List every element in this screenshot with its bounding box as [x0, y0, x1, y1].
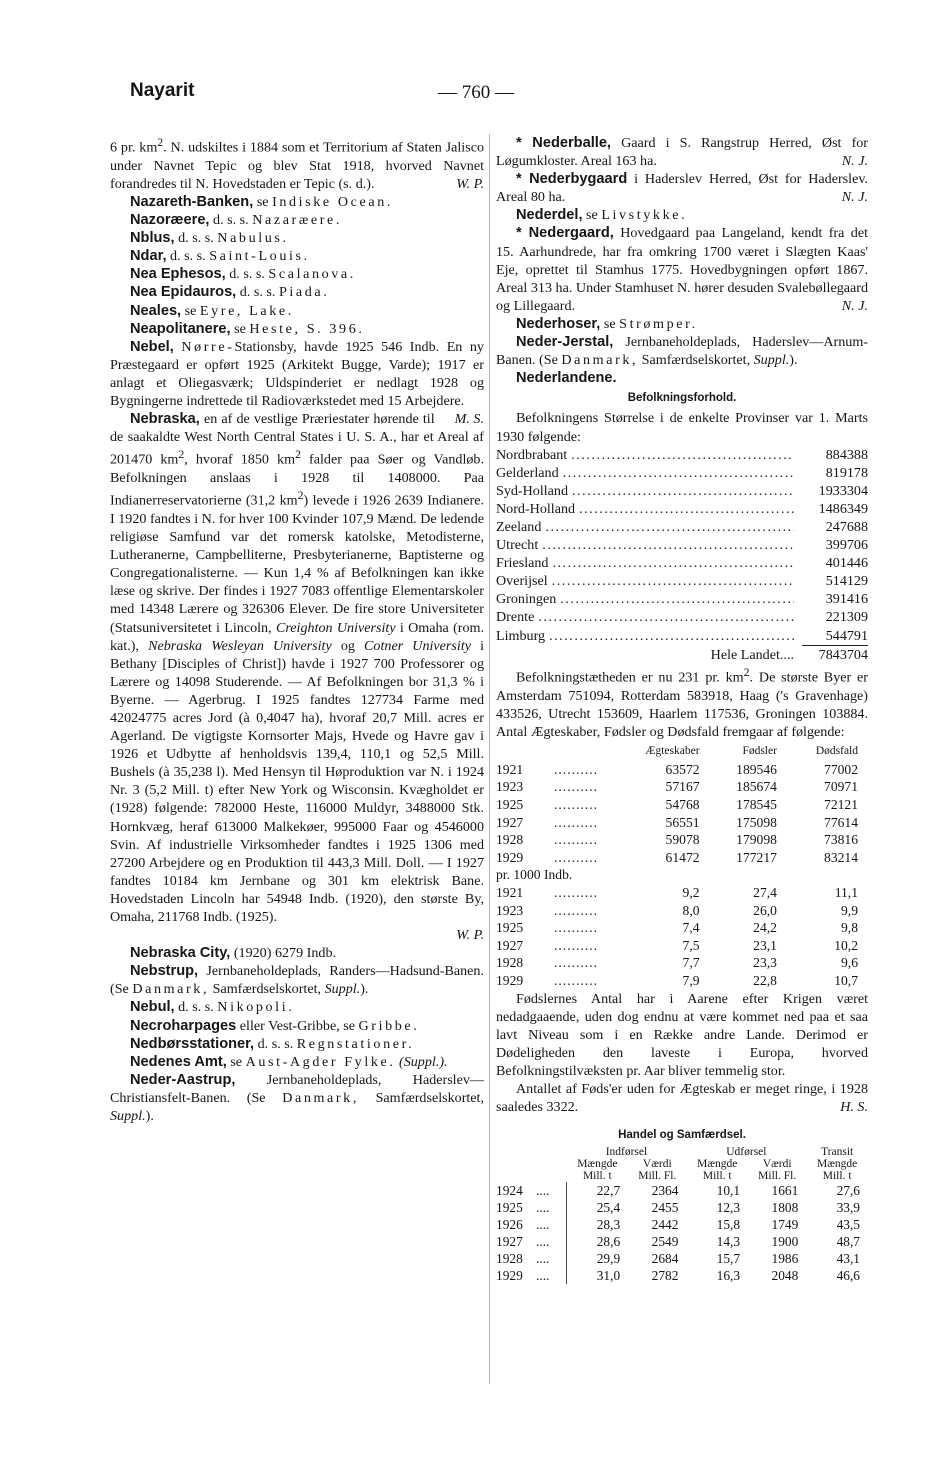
entry-nederdel: Nederdel, se Livstykke. [516, 207, 688, 224]
entry-nedborsstationer: Nedbørsstationer, d. s. s. Regnstationer. [130, 1035, 415, 1052]
province-name: Zeeland [496, 518, 542, 535]
births-paragraph: Fødslernes Antal har i Aarene efter Krigen været nedadgaaende, uden dog endnu at være kommet ned paa et saa lavt Niveau som i en Række andre Lande. Derimod er Dødeligheden den laveste i Europa, hvorved Befolkningstilvæksten pr. Aar bliver temmelig stor. [496, 990, 868, 1079]
table-row: 1921 .......... 63572 189546 77002 [496, 761, 858, 777]
province-name: Overijsel [496, 573, 548, 590]
province-row [496, 554, 868, 572]
entry-nea-ephesos: Nea Ephesos, d. s. s. Scalanova. [130, 266, 356, 283]
province-population: 819178 [825, 464, 868, 481]
table-row: 1928 .... 29,9 2684 15,7 1986 43,1 [496, 1251, 860, 1267]
entry-ndar: Ndar, d. s. s. Saint-Louis. [130, 248, 310, 265]
province-population: 391416 [825, 591, 868, 608]
entry-neales: Neales, se Eyre, Lake. [130, 302, 294, 319]
province-row [496, 608, 868, 626]
leader-dots [560, 590, 794, 608]
province-row [496, 500, 868, 518]
table-row: 1928 .......... 59078 179098 73816 [496, 832, 858, 848]
province-population: 884388 [825, 446, 868, 463]
province-name: Gelderland [496, 464, 559, 481]
province-row [496, 518, 868, 536]
vital-statistics-table [496, 741, 868, 990]
province-population: 544791 [825, 627, 868, 644]
province-population: 514129 [825, 573, 868, 590]
province-name: Friesland [496, 555, 549, 572]
leader-dots [571, 446, 794, 464]
entry-nebraska: Nebraska, en af de vestlige Præriestater hørende til de saakaldte West North Central States i U. S. A., har et Areal af 201470 $km^2$, hvoraf 1850 $km^2$ falder paa Søer og Vandløb. Befolkningen anslaas i 1928 til 1408000. Paa Indianerreservatorierne (31,2 $km^2$) levede i 1926 2639 Indianere. I 1920 fandtes i N. for hver 100 Kvinder 107,9 Mænd. De ledende religiøse Samfund var det romersk katolske, Metodisterne, Lutheranerne, Campbelliterne, Presbyterianerne, Baptisterne og Congregationalisterne. — Kun 1,4 % af Befolkningen kan ikke læse og skrive. Der findes i 1927 7083 offentlige Elementarskoler med 14348 Lærere og 326306 Elever. De fire store Universiteter (Statsuniversitetet i Lincoln, Creighton University i Omaha (rom. kat.), Nebraska Wesleyan University og Cotner University i Bethany [Disciples of Christ]) havde i 1927 700 Professorer og Lærere og 14098 Studerende. — Af Befolkningen bor 31,3 % i Byerne. — Agerbrug. I 1925 fandtes 127734 Farme med 42024775 acres Jord (à 0,4047 ha), hvoraf 20,7 Mill. acres er Agerland. De vigtigste Kornsorter Majs, Hvede og Havre gav i 1926 et Udbytte af henholdsvis 139,4, 110,1 og 52,5 Mill. Bushels (à 35,238 l). Med Hensyn til Høproduktion var N. i 1924 Nr. 3 (5,2 Mill. t) efter New York og Wisconsin. Kvægholdet er (1928) følgende: 782000 Heste, 116000 Muldyr, 3488000 Stk. Hornkvæg, heraf 613000 Malkekøer, 995000 Faar og 4546000 Svin. Af industrielle Virksomheder fandtes i 1925 1306 med 27200 Arbejdere og en Produktion til 443,3 Mill. Doll. — I 1927 fandtes 10184 km Jernbane og 301 km elektrisk Bane. Hovedstaden Lincoln har 54948 Indb. (1920), den største By, Omaha, 211768 Indb. (1925). [110, 411, 485, 925]
entry-nederbygaard: * Nederbygaard i Haderslev Herred, Øst for Haderslev. Areal 80 ha. N. J. [496, 171, 868, 206]
table-row: 1929 .... 31,0 2782 16,3 2048 46,6 [496, 1268, 860, 1284]
section-heading-population: Befolkningsforhold. [627, 392, 737, 405]
leader-dots [563, 464, 794, 482]
entry-neder-jerstal: Neder-Jerstal, Jernbaneholdeplads, Haderslev—Arnum-Banen. (Se Danmark, Samfærdselskortet, Suppl.). [496, 334, 868, 369]
table-row: 1929 .......... 61472 177217 83214 [496, 849, 858, 865]
table-row: 1929 .......... 7,9 22,8 10,7 [496, 973, 858, 988]
page-number: — 760 — [438, 82, 514, 103]
right-column [496, 134, 868, 1284]
signature: M. S. [454, 411, 484, 428]
leader-dots [545, 518, 794, 536]
province-row [496, 536, 868, 554]
table-row: 1927 .... 28,6 2549 14,3 1900 48,7 [496, 1234, 860, 1250]
entry-nebraska-city: Nebraska City, (1920) 6279 Indb. [130, 945, 337, 962]
column-divider [489, 134, 490, 1384]
density-paragraph: Befolkningstætheden er nu 231 pr. $km^2$. De største Byer er Amsterdam 751094, Rotterdam 583918, Haag ('s Gravenhage) 433526, Utrecht 153609, Haarlem 117536, Groningen 103884. Antal Ægteskaber, Fødsler og Dødsfald fremgaar af følgende: [496, 665, 868, 740]
province-population: 247688 [825, 518, 868, 535]
province-name: Syd-Holland [496, 482, 569, 499]
province-name: Groningen [496, 591, 557, 608]
province-row [496, 482, 868, 500]
signature: W. P. [456, 927, 484, 944]
entry-necroharpages: Necroharpages eller Vest-Gribbe, se Gribbe. [130, 1017, 420, 1034]
entry-nedergaard: * Nedergaard, Hovedgaard paa Langeland, kendt fra det 15. Aarhundrede, har fra omkring 1700 været i Slægten Kaas' Eje, oprettet til Stamhus 1775. Hovedbygningen opført 1867. Areal 313 ha. Under Stamhuset N. hører desuden Svalebøllegaard og Lillegaard. N. J. [496, 225, 868, 314]
population-total: Hele Landet.... 7843704 [710, 646, 868, 663]
signature: N. J. [841, 189, 868, 206]
signature: W. P. [456, 175, 484, 192]
table-row: 1925 .......... 7,4 24,2 9,8 [496, 920, 858, 936]
entry-nederlandene: Nederlandene. [516, 370, 617, 387]
province-row [496, 572, 868, 590]
province-list [496, 446, 868, 645]
province-population: 399706 [825, 537, 868, 554]
province-population: 1486349 [818, 500, 868, 517]
per-1000-label: pr. 1000 Indb. [496, 867, 573, 883]
province-name: Nord-Holland [496, 500, 576, 517]
table-row: 1925 .... 25,4 2455 12,3 1808 33,9 [496, 1200, 860, 1216]
table-row: 1927 .......... 56551 175098 77614 [496, 814, 858, 830]
table-row: 1927 .......... 7,5 23,1 10,2 [496, 937, 858, 953]
province-name: Drente [496, 609, 535, 626]
leader-dots [572, 482, 794, 500]
province-row [496, 627, 868, 645]
entry-continuation: 6 pr. $km^2$. N. udskiltes i 1884 som et Territorium af Staten Jalisco under Navnet Tepic og blev Stat 1918, hvorved Navnet forandredes til N. Hovedstaden er Tepic (s. d.). W. P. [110, 136, 484, 192]
entry-neder-aastrup: Neder-Aastrup, Jernbaneholdeplads, Haderslev—Christiansfelt-Banen. (Se Danmark, Samfærdselskortet, Suppl.). [110, 1071, 484, 1125]
table-row: 1925 .......... 54768 178545 72121 [496, 797, 858, 813]
entry-neapolitanere: Neapolitanere, se Heste, S. 396. [130, 320, 365, 337]
leader-dots [549, 627, 794, 645]
province-name: Limburg [496, 627, 546, 644]
leader-dots [542, 536, 794, 554]
province-name: Utrecht [496, 537, 539, 554]
entry-nea-epidauros: Nea Epidauros, d. s. s. Piada. [130, 284, 330, 301]
province-row [496, 464, 868, 482]
entry-nedenes-amt: Nedenes Amt, se Aust-Agder Fylke. (Suppl.). [130, 1053, 448, 1070]
section-heading-trade: Handel og Samfærdsel. [618, 1129, 746, 1142]
col-marriages: Ægteskaber [645, 744, 700, 757]
col-deaths: Dødsfald [815, 744, 858, 757]
province-row [496, 590, 868, 608]
population-intro: Befolkningens Størrelse i de enkelte Provinser var 1. Marts 1930 følgende: [496, 410, 868, 445]
entry-nederballe: * Nederballe, Gaard i S. Rangstrup Herred, Øst for Løgumkloster. Areal 163 ha. N. J. [496, 135, 868, 170]
table-row: 1923 .......... 8,0 26,0 9,9 [496, 902, 858, 918]
leader-dots [579, 500, 794, 518]
entry-nazareth-banken: Nazareth-Banken, se Indiske Ocean. [130, 193, 394, 210]
signature: H. S. [840, 1099, 868, 1116]
table-row: 1926 .... 28,3 2442 15,8 1749 43,5 [496, 1217, 860, 1233]
entry-nebul: Nebul, d. s. s. Nikopoli. [130, 999, 295, 1016]
table-row: 1921 .......... 9,2 27,4 11,1 [496, 885, 858, 901]
entry-nazoraeere: Nazoræere, d. s. s. Nazaræere. [130, 212, 342, 229]
province-population: 1933304 [818, 482, 868, 499]
table-row: 1924 .... 22,7 2364 10,1 1661 27,6 [496, 1183, 860, 1199]
signature: N. J. [841, 297, 868, 314]
table-row: 1923 .......... 57167 185674 70971 [496, 779, 858, 795]
entry-nblus: Nblus, d. s. s. Nabulus. [130, 230, 289, 247]
province-population: 401446 [825, 555, 868, 572]
leader-dots [538, 608, 794, 626]
province-name: Nordbrabant [496, 446, 568, 463]
col-births: Fødsler [742, 744, 777, 757]
illegitimate-paragraph: Antallet af Føds'er uden for Ægteskab er meget ringe, i 1928 saaledes 3322. H. S. [496, 1081, 868, 1116]
leader-dots [552, 554, 794, 572]
entry-nebstrup: Nebstrup, Jernbaneholdeplads, Randers—Hadsund-Banen. (Se Danmark, Samfærdselskortet, Suppl.). [110, 963, 484, 998]
left-column [110, 134, 484, 1125]
signature: N. J. [841, 153, 868, 170]
entry-nebel: Nebel, Nørre-Stationsby, havde 1925 546 Indb. En ny Præstegaard er opført 1925 (Arkitekt Bugge, Varde); 1917 er anlagt et Oliegasværk; Uldspinderiet er nedlagt 1928 og Bygningerne indrettede til Radioværkstedet med 15 Arbejdere. M. S. [110, 338, 484, 428]
leader-dots [552, 572, 794, 590]
province-population: 221309 [825, 609, 868, 626]
running-head: Nayarit [130, 80, 195, 101]
table-row: 1928 .......... 7,7 23,3 9,6 [496, 955, 858, 971]
trade-table: Indførsel Udførsel Transit Mængde Værdi Mængde Værdi Mængde Mill. t Mill. Fl. Mill. t Mill. Fl. Mill. t 1924 .... 22,7 2364 10,1 1661 27,6 1925 .... 25,4 2455 12,3 1808 33,9 1926 .... 28,3 2442 15,8 1749 43,5 1927 .... 28,6 2549 14,3 1900 48,7 1928 .... 29,9 2684 15,7 1986 43,1 1929 .... 31,0 2782 16,3 2048 46,6 [496, 1146, 868, 1284]
province-row [496, 446, 868, 464]
entry-nederhoser: Nederhoser, se Strømper. [516, 315, 698, 332]
